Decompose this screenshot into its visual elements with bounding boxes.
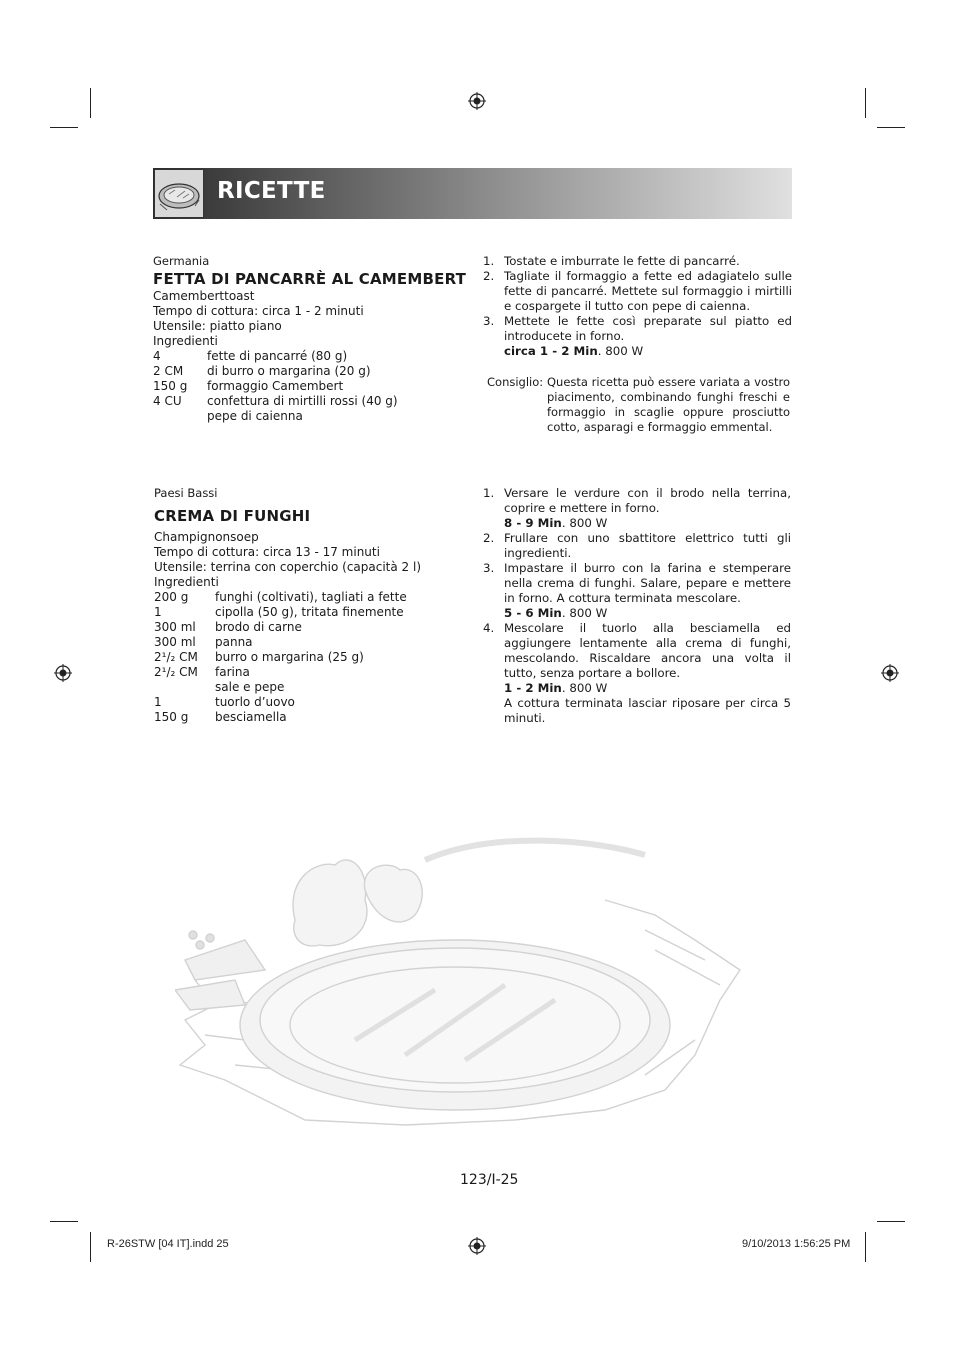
- ingredient-row: pepe di caienna: [207, 409, 303, 423]
- registration-mark-icon: [54, 664, 72, 682]
- ingredient-row: 1 tuorlo d’uovo: [154, 695, 295, 709]
- recipe-subtitle: Camemberttoast: [153, 289, 255, 303]
- step: 1. Versare le verdure con il brodo nella terrina, coprire e mettere in forno. 8 - 9 Min. 800 W: [483, 486, 791, 530]
- crop-mark: [877, 127, 905, 128]
- recipe-subtitle: Champignonsoep: [154, 530, 259, 544]
- page-number: 123/I-25: [460, 1172, 519, 1188]
- cooking-time: Tempo di cottura: circa 1 - 2 minuti: [153, 304, 364, 318]
- recipe-info: [153, 289, 463, 349]
- ingredient-row: 300 ml brodo di carne: [154, 620, 302, 634]
- ingredient-row: 200 g funghi (coltivati), tagliati a fette: [154, 590, 407, 604]
- recipe-country: Germania: [153, 254, 210, 268]
- crop-mark: [50, 127, 78, 128]
- step: 2. Frullare con uno sbattitore elettrico tutti gli ingredienti.: [483, 531, 791, 560]
- ingredient-row: 2 CM di burro o margarina (20 g): [153, 364, 371, 378]
- date-slug: 9/10/2013 1:56:25 PM: [742, 1238, 851, 1250]
- ingredient-row: 4 fette di pancarré (80 g): [153, 349, 348, 363]
- ingredient-row: 2¹/₂ CM burro o margarina (25 g): [154, 650, 364, 664]
- ingredient-row: sale e pepe: [215, 680, 285, 694]
- step: 4. Mescolare il tuorlo alla besciamella ed aggiungere lentamente alla crema di funghi, mescolando. Riscaldare ancora una volta il tutto, senza portare a bollore. 1 - 2 Min. 800 W A cottura terminata lasciar riposare per circa 5 minuti.: [483, 621, 791, 725]
- crop-mark: [865, 1232, 866, 1262]
- dish-icon: [154, 169, 204, 218]
- registration-mark-icon: [881, 664, 899, 682]
- file-slug: R-26STW [04 IT].indd 25: [107, 1238, 229, 1250]
- ingredient-list: [153, 349, 463, 424]
- crop-mark: [877, 1221, 905, 1222]
- crop-mark: [865, 88, 866, 118]
- recipe-steps: [483, 486, 791, 726]
- step: 3. Impastare il burro con la farina e stemperare nella crema di funghi. Salare, pepare e mettere in forno. A cottura terminata mescolare. 5 - 6 Min. 800 W: [483, 561, 791, 620]
- ingredient-row: 1 cipolla (50 g), tritata finemente: [154, 605, 404, 619]
- page-title: RICETTE: [217, 178, 326, 204]
- cooking-time: Tempo di cottura: circa 13 - 17 minuti: [154, 545, 380, 559]
- crop-mark: [50, 1221, 78, 1222]
- step: 3. Mettete le fette così preparate sul piatto ed introducete in forno. circa 1 - 2 Min. 800 W: [483, 314, 792, 358]
- utensil: Utensile: terrina con coperchio (capacità 2 l): [154, 560, 422, 574]
- registration-mark-icon: [468, 92, 486, 110]
- ingredient-row: 4 CU confettura di mirtilli rossi (40 g): [153, 394, 398, 408]
- recipe-country: Paesi Bassi: [154, 486, 218, 500]
- tip-text: Questa ricetta può essere variata a vostro piacimento, combinando funghi freschi e formaggio in scaglie oppure prosciutto cotto, asparagi e formaggio emmental.: [547, 375, 790, 434]
- ingredient-row: 150 g besciamella: [154, 710, 287, 724]
- crop-mark: [90, 88, 91, 118]
- utensil: Utensile: piatto piano: [153, 319, 282, 333]
- step: 2. Tagliate il formaggio a fette ed adagiatelo sulle fette di pancarré. Mettete sul formaggio i mirtilli e cospargete il tutto con pepe di caienna.: [483, 269, 792, 313]
- recipe-steps: [483, 254, 792, 359]
- recipe-info: [154, 530, 464, 590]
- recipe-title: CREMA DI FUNGHI: [154, 507, 311, 525]
- dish-illustration: [175, 820, 765, 1140]
- recipe-title: FETTA DI PANCARRÈ AL CAMEMBERT: [153, 270, 467, 288]
- crop-mark: [90, 1232, 91, 1262]
- tip-label: Consiglio:: [487, 375, 544, 389]
- step: 1. Tostate e imburrate le fette di pancarré.: [483, 254, 740, 268]
- ingredients-label: Ingredienti: [153, 334, 218, 348]
- ingredient-row: 2¹/₂ CM farina: [154, 665, 250, 679]
- ingredient-row: 150 g formaggio Camembert: [153, 379, 344, 393]
- ingredient-row: 300 ml panna: [154, 635, 253, 649]
- registration-mark-icon: [468, 1237, 486, 1255]
- ingredient-list: [154, 590, 464, 725]
- ingredients-label: Ingredienti: [154, 575, 219, 589]
